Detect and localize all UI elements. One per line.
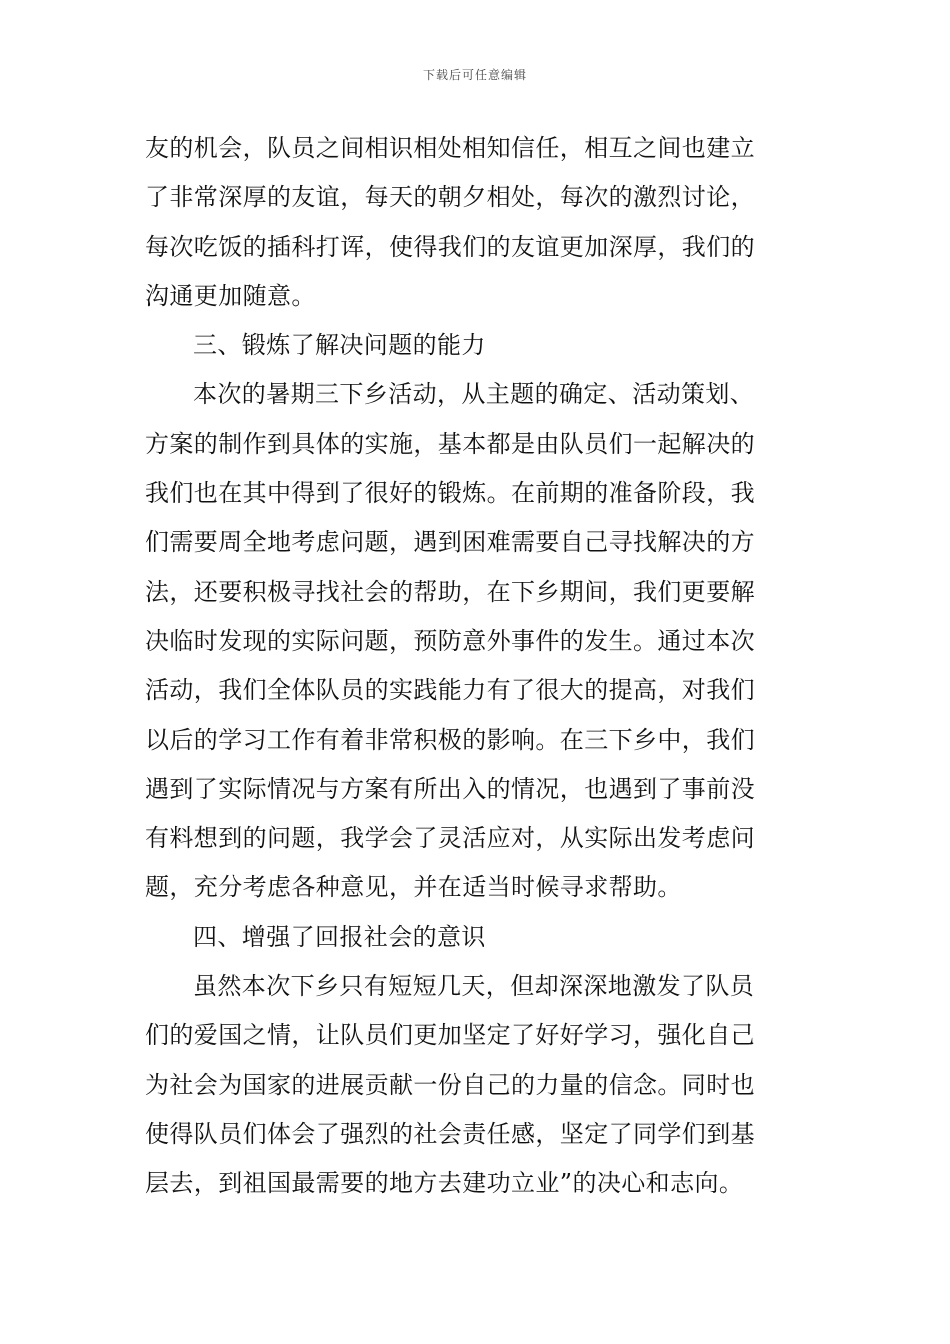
- text-line: 有料想到的问题，我学会了灵活应对，从实际出发考虑问: [145, 824, 755, 853]
- text-line: 虽然本次下乡只有短短几天，但却深深地激发了队员: [193, 972, 755, 1001]
- text-line: 每次吃饭的插科打诨，使得我们的友谊更加深厚，我们的: [145, 232, 755, 261]
- text-line: 使得队员们体会了强烈的社会责任感，坚定了同学们到基: [145, 1119, 755, 1148]
- text-line: 沟通更加随意。: [145, 281, 316, 310]
- text-line: 层去，到祖国最需要的地方去建功立业”的决心和志向。: [145, 1169, 744, 1198]
- section-heading: 四、增强了回报社会的意识: [193, 922, 486, 951]
- document-body: [145, 124, 807, 1209]
- text-line: 友的机会，队员之间相识相处相知信任，相互之间也建立: [145, 134, 755, 162]
- text-line: 遇到了实际情况与方案有所出入的情况，也遇到了事前没: [145, 774, 755, 803]
- text-line: 决临时发现的实际问题，预防意外事件的发生。通过本次: [145, 626, 755, 655]
- text-line: 我们也在其中得到了很好的锻炼。在前期的准备阶段，我: [145, 479, 755, 508]
- text-line: 为社会为国家的进展贡献一份自己的力量的信念。同时也: [145, 1070, 755, 1099]
- text-line: 活动，我们全体队员的实践能力有了很大的提高，对我们: [145, 676, 755, 705]
- section-heading: 三、锻炼了解决问题的能力: [193, 331, 486, 360]
- text-line: 们需要周全地考虑问题，遇到困难需要自己寻找解决的方: [145, 528, 755, 557]
- text-line: 本次的暑期三下乡活动，从主题的确定、活动策划、: [193, 380, 755, 409]
- text-line: 法，还要积极寻找社会的帮助，在下乡期间，我们更要解: [145, 577, 755, 606]
- text-line: 了非常深厚的友谊，每天的朝夕相处，每次的激烈讨论，: [145, 183, 755, 212]
- page-header-note: 下载后可任意编辑: [422, 68, 527, 82]
- text-line: 题，充分考虑各种意见，并在适当时候寻求帮助。: [145, 873, 682, 902]
- text-line: 们的爱国之情，让队员们更加坚定了好好学习，强化自己: [145, 1021, 755, 1050]
- text-line: 以后的学习工作有着非常积极的影响。在三下乡中，我们: [145, 725, 755, 754]
- text-line: 方案的制作到具体的实施，基本都是由队员们一起解决的: [145, 429, 755, 458]
